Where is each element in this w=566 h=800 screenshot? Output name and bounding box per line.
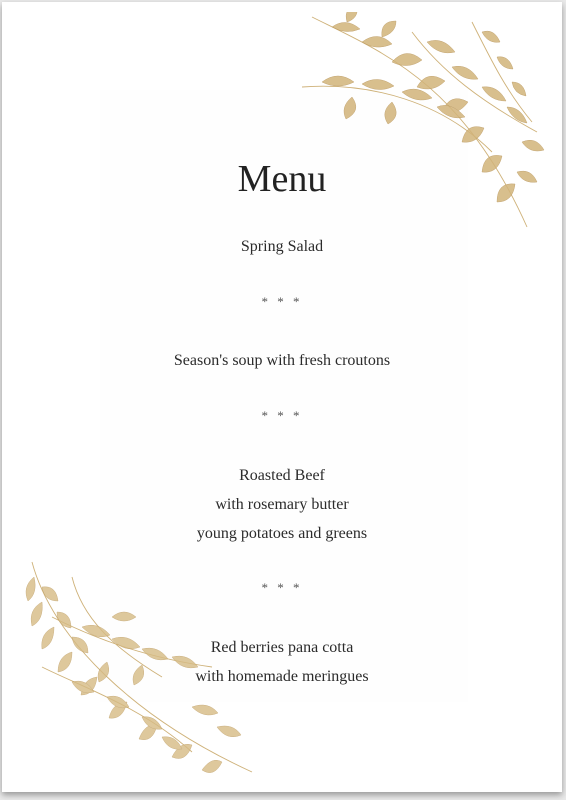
menu-title: Menu xyxy=(237,158,327,200)
course-line: Season's soup with fresh croutons xyxy=(173,352,391,369)
course-dessert xyxy=(2,633,562,691)
course-line: Roasted Beef xyxy=(239,467,325,484)
course-starter xyxy=(2,232,562,261)
course-line: with homemade meringues xyxy=(195,668,369,685)
course-line: young potatoes and greens xyxy=(196,525,368,542)
course-line: Spring Salad xyxy=(240,238,324,255)
course-line: with rosemary butter xyxy=(215,496,349,513)
course-separator: * * * xyxy=(261,408,303,423)
course-soup xyxy=(2,346,562,375)
course-line: Red berries pana cotta xyxy=(210,639,354,656)
course-separator: * * * xyxy=(261,580,303,595)
gold-leaf-branch-icon xyxy=(292,12,562,242)
course-separator: * * * xyxy=(261,294,303,309)
menu-card xyxy=(2,2,562,792)
course-main xyxy=(2,461,562,548)
